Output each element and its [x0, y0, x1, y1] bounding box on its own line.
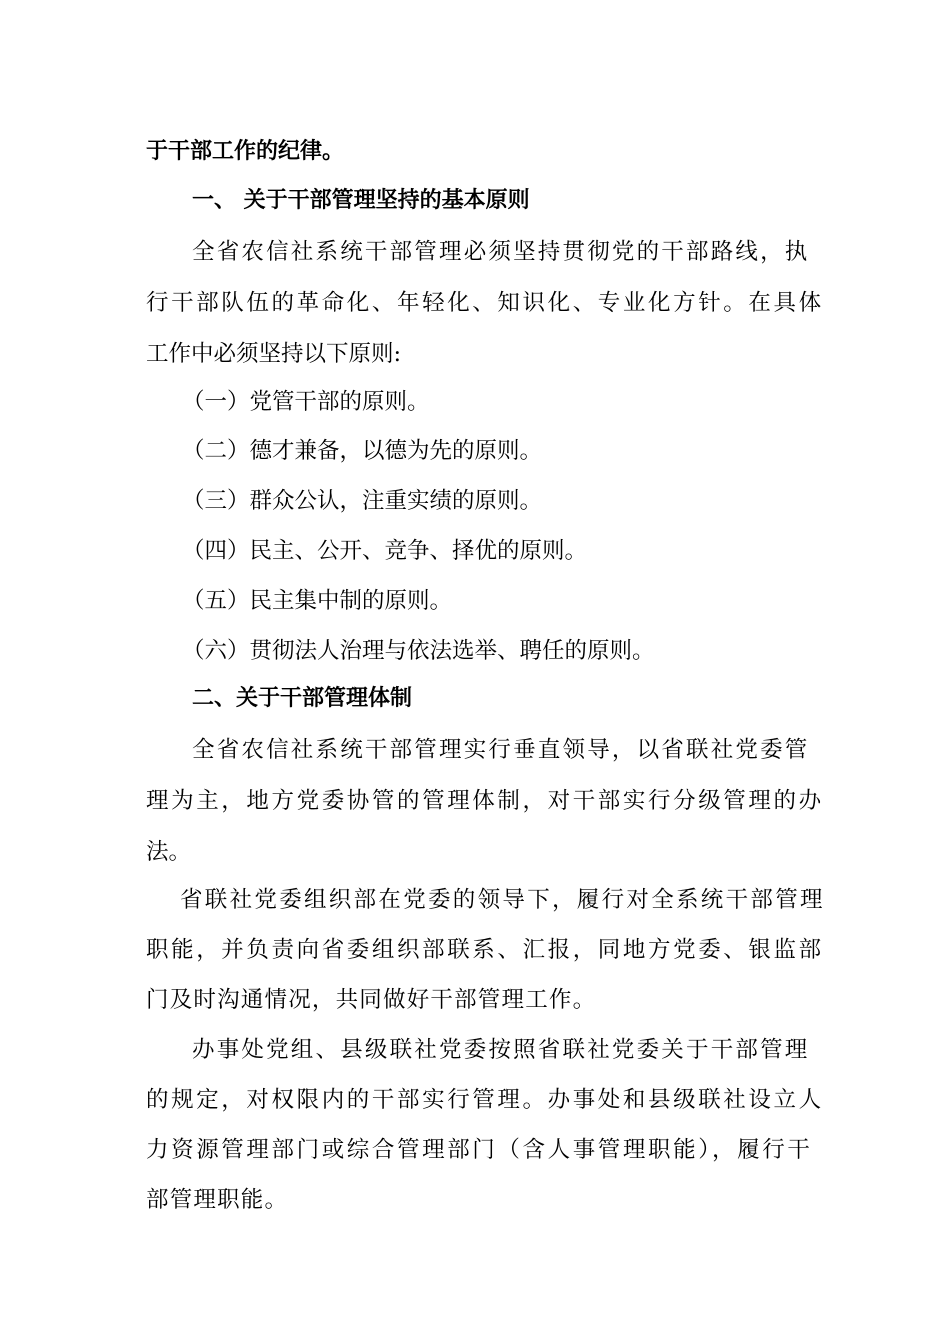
section-heading-2: 二、关于干部管理体制: [192, 686, 413, 711]
text-line: 于干部工作的纪律。: [146, 139, 345, 164]
paragraph-line: 法。: [146, 839, 192, 865]
paragraph-line: 全省农信社系统干部管理必须坚持贯彻党的干部路线，执: [192, 239, 810, 265]
list-item: （五）民主集中制的原则。: [182, 588, 453, 614]
paragraph-line: 行干部队伍的革命化、年轻化、知识化、专业化方针。在具体: [146, 290, 824, 316]
paragraph-line: 力资源管理部门或综合管理部门（含人事管理职能），履行干: [146, 1137, 813, 1163]
list-item: （六）贯彻法人治理与依法选举、聘任的原则。: [182, 638, 655, 664]
paragraph-line: 部管理职能。: [146, 1187, 289, 1213]
paragraph-line: 的规定，对权限内的干部实行管理。办事处和县级联社设立人: [146, 1087, 824, 1113]
list-item: （三）群众公认，注重实绩的原则。: [182, 488, 543, 514]
paragraph-line: 省联社党委组织部在党委的领导下，履行对全系统干部管理: [180, 887, 825, 913]
paragraph-line: 全省农信社系统干部管理实行垂直领导，以省联社党委管: [192, 737, 810, 763]
list-item: （二）德才兼备，以德为先的原则。: [182, 438, 543, 464]
section-heading-1: 一、 关于干部管理坚持的基本原则: [192, 188, 530, 213]
list-item: （四）民主、公开、竞争、择优的原则。: [182, 538, 588, 564]
paragraph-line: 理为主，地方党委协管的管理体制，对干部实行分级管理的办: [146, 788, 824, 814]
paragraph-line: 职能，并负责向省委组织部联系、汇报，同地方党委、银监部: [146, 937, 824, 963]
list-item: （一）党管干部的原则。: [182, 389, 430, 415]
paragraph-line: 门及时沟通情况，共同做好干部管理工作。: [146, 987, 597, 1013]
paragraph-line: 工作中必须坚持以下原则:: [146, 341, 402, 367]
paragraph-line: 办事处党组、县级联社党委按照省联社党委关于干部管理: [192, 1037, 810, 1063]
